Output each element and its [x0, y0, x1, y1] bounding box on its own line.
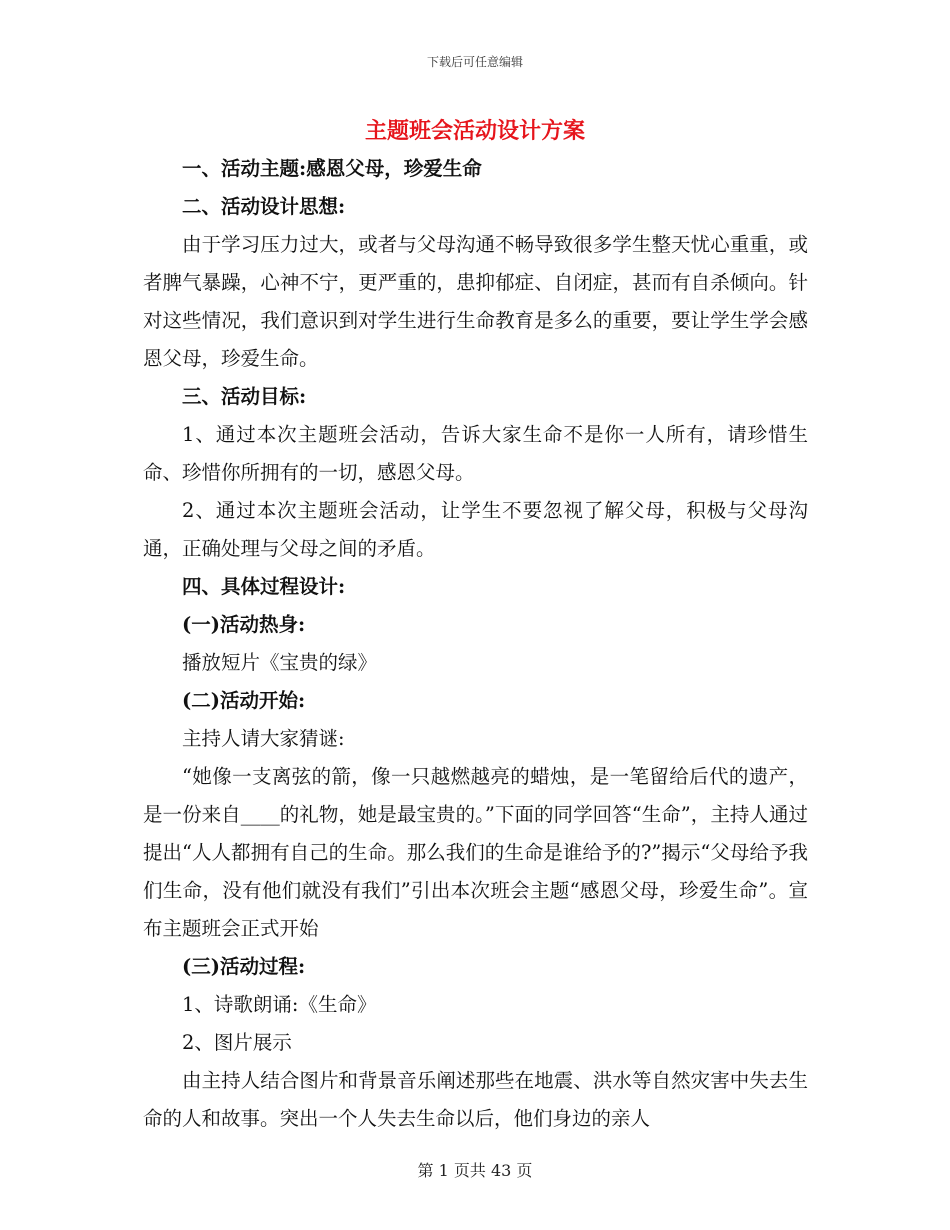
paragraph-pictures: 2、图片展示 [182, 1031, 292, 1054]
heading-design-idea: 二、活动设计思想: [182, 195, 346, 218]
paragraph-riddle-intro: 主持人请大家猜谜: [182, 727, 345, 750]
paragraph-goal-2: 2、通过本次主题班会活动，让学生不要忽视了解父母，积极与父母沟通，正确处理与父母之间的矛盾。 [143, 499, 808, 560]
page-footer-number: 第 1 页共 43 页 [417, 1161, 533, 1180]
document-body [143, 150, 808, 1138]
paragraph-design-idea: 由于学习压力过大，或者与父母沟通不畅导致很多学生整天忧心重重，或者脾气暴躁，心神不宁，更严重的，患抑郁症、自闭症，甚而有自杀倾向。针对这些情况，我们意识到对学生进行生命教育是多么的重要，要让学生学会感恩父母，珍爱生命。 [143, 233, 808, 370]
paragraph-goal-1: 1、通过本次主题班会活动，告诉大家生命不是你一人所有，请珍惜生命、珍惜你所拥有的一切，感恩父母。 [143, 423, 808, 484]
subheading-process: (三)活动过程: [182, 955, 306, 978]
paragraph-warmup: 播放短片《宝贵的绿》 [182, 651, 378, 674]
heading-process-design: 四、具体过程设计: [182, 575, 346, 598]
paragraph-riddle: “她像一支离弦的箭，像一只越燃越亮的蜡烛，是一笔留给后代的遗产，是一份来自____的礼物，她是最宝贵的。”下面的同学回答“生命”，主持人通过提出“人人都拥有自己的生命。那么我们的生命是谁给予的?”揭示“父母给予我们生命，没有他们就没有我们”引出本次班会主题“感恩父母，珍爱生命”。宣布主题班会正式开始 [143, 765, 808, 940]
subheading-warmup: (一)活动热身: [182, 613, 306, 636]
paragraph-poem: 1、诗歌朗诵:《生命》 [182, 993, 377, 1016]
subheading-start: (二)活动开始: [182, 689, 306, 712]
document-title: 主题班会活动设计方案 [364, 118, 585, 144]
heading-activity-theme: 一、活动主题:感恩父母，珍爱生命 [182, 157, 482, 180]
heading-activity-goals: 三、活动目标: [182, 385, 307, 408]
page-header-note: 下载后可任意编辑 [426, 55, 523, 69]
paragraph-host-narration: 由主持人结合图片和背景音乐阐述那些在地震、洪水等自然灾害中失去生命的人和故事。突出一个人失去生命以后，他们身边的亲人 [143, 1069, 808, 1130]
